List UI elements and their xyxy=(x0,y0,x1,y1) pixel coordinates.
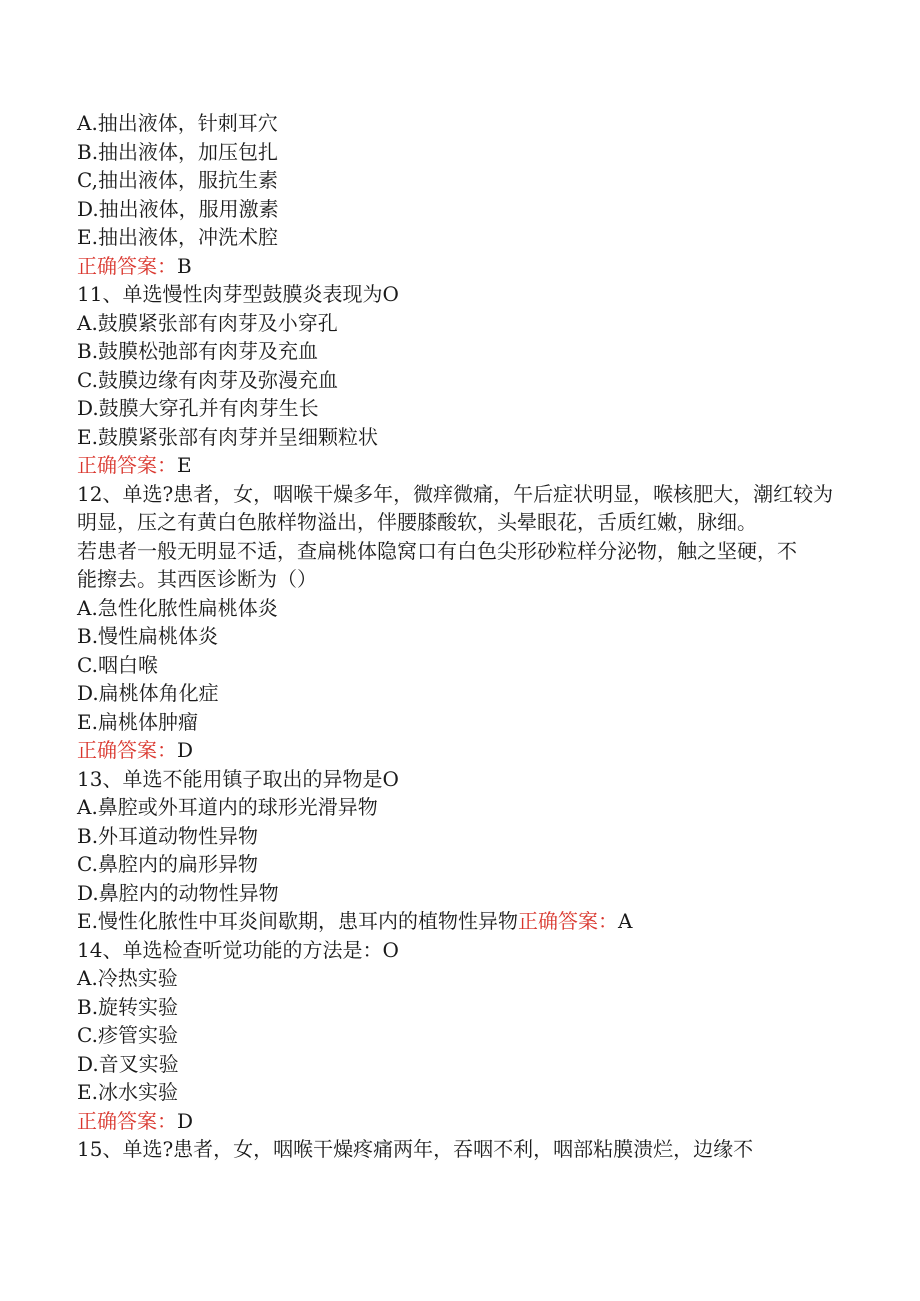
question-stem: 12、单选?患者，女，咽喉干燥多年，微痒微痛，午后症状明显，喉核肥大，潮红较为明显，压之有黄白色脓样物溢出，伴腰膝酸软，头晕眼花，舌质红嫩，脉细。 xyxy=(77,481,834,534)
answer-value: E xyxy=(177,453,192,477)
question-stem: 15、单选?患者，女，咽喉干燥疼痛两年，吞咽不利，咽部粘膜溃烂，边缘不 xyxy=(77,1137,754,1161)
question-11 xyxy=(77,280,837,480)
answer-value: D xyxy=(177,1108,194,1133)
question-stem-continued: 若患者一般无明显不适，查扁桃体隐窝口有白色尖形砂粒样分泌物，触之坚硬，不能擦去。其西医诊断为（） xyxy=(77,538,797,591)
option: B.旋转实验 xyxy=(77,994,179,1019)
option: A.冷热实验 xyxy=(77,966,178,990)
answer-label: 正确答案： xyxy=(77,453,177,477)
question-stem: 13、单选不能用镇子取出的异物是O xyxy=(77,766,399,791)
answer-line xyxy=(77,1107,837,1136)
question-14 xyxy=(77,936,837,1136)
option: C.鼓膜边缘有肉芽及弥漫充血 xyxy=(77,367,338,392)
option: B.慢性扁桃体炎 xyxy=(77,624,219,648)
option: A.鼓膜紧张部有肉芽及小穿孔 xyxy=(77,310,338,335)
option: D.音叉实验 xyxy=(77,1051,179,1076)
option: B.抽出液体，加压包扎 xyxy=(77,139,279,164)
question-15 xyxy=(77,1135,837,1164)
option: E.扁桃体肿瘤 xyxy=(77,709,198,734)
option: C.咽白喉 xyxy=(77,652,158,677)
document-page xyxy=(77,109,837,1164)
option: D.扁桃体角化症 xyxy=(77,681,219,705)
answer-line xyxy=(77,736,837,765)
option: B.鼓膜松弛部有肉芽及充血 xyxy=(77,339,319,363)
answer-line xyxy=(77,451,837,480)
answer-value: A xyxy=(617,909,633,933)
answer-label: 正确答案： xyxy=(517,909,618,933)
option: C.鼻腔内的扁形异物 xyxy=(77,852,258,876)
option: D.鼓膜大穿孔并有肉芽生长 xyxy=(77,396,319,420)
option: A.急性化脓性扁桃体炎 xyxy=(77,595,278,620)
answer-value: D xyxy=(177,738,194,762)
option: C,抽出液体，服抗生素 xyxy=(77,168,278,192)
option: B.外耳道动物性异物 xyxy=(77,823,259,848)
question-stem: 14、单选检查听觉功能的方法是：O xyxy=(77,937,399,962)
question-stem: 11、单选慢性肉芽型鼓膜炎表现为O xyxy=(77,282,399,306)
option: E.冰水实验 xyxy=(77,1080,178,1104)
question-13 xyxy=(77,765,837,936)
answer-label: 正确答案： xyxy=(77,738,177,762)
answer-label: 正确答案： xyxy=(77,1108,177,1133)
option: A.鼻腔或外耳道内的球形光滑异物 xyxy=(77,795,378,819)
answer-label: 正确答案： xyxy=(77,253,177,278)
option-with-answer xyxy=(77,907,837,936)
answer-line xyxy=(77,252,837,281)
answer-value: B xyxy=(177,253,192,278)
question-10-tail xyxy=(77,109,837,280)
option: D.抽出液体，服用激素 xyxy=(77,196,279,221)
question-12 xyxy=(77,480,837,765)
option: E.抽出液体，冲洗术腔 xyxy=(77,225,278,249)
option: D.鼻腔内的动物性异物 xyxy=(77,880,279,905)
option: E.鼓膜紧张部有肉芽并呈细颗粒状 xyxy=(77,424,378,449)
option: E.慢性化脓性中耳炎间歇期，患耳内的植物性异物 xyxy=(77,909,518,933)
option: C.疹管实验 xyxy=(77,1023,178,1047)
option: A.抽出液体，针刺耳穴 xyxy=(77,111,278,135)
